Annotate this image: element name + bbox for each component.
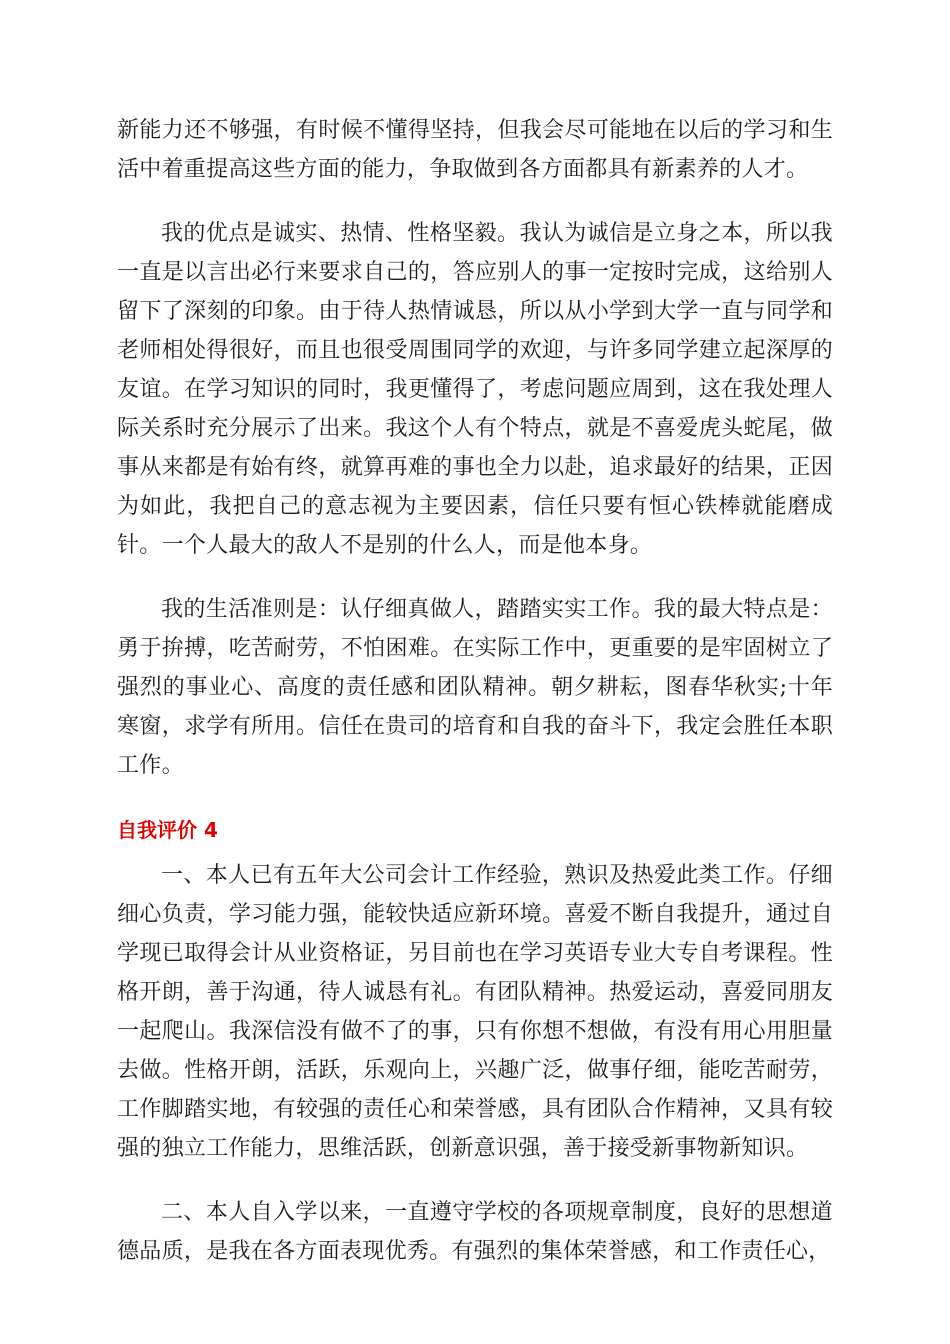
document-page (117, 111, 833, 1271)
section-heading: 自我评价 4 (117, 818, 218, 842)
paragraph-item-one: 一、本人已有五年大公司会计工作经验，熟识及热爱此类工作。仔细细心负责，学习能力强，能较快适应新环境。喜爱不断自我提升，通过自学现已取得会计从业资格证，另目前也在学习英语专业大专自考课程。性格开朗，善于沟通，待人诚恳有礼。有团队精神。热爱运动，喜爱同朋友一起爬山。我深信没有做不了的事，只有你想不想做，有没有用心用胆量去做。性格开朗，活跃，乐观向上，兴趣广泛，做事仔细，能吃苦耐劳，工作脚踏实地，有较强的责任心和荣誉感，具有团队合作精神，又具有较强的独立工作能力，思维活跃，创新意识强，善于接受新事物新知识。 (117, 863, 833, 1161)
paragraph-item-two: 二、本人自入学以来，一直遵守学校的各项规章制度，良好的思想道德品质，是我在各方面表现优秀。有强烈的集体荣誉感，和工作责任心， (117, 1200, 833, 1264)
paragraph-strengths: 我的优点是诚实、热情、性格坚毅。我认为诚信是立身之本，所以我一直是以言出必行来要求自己的，答应别人的事一定按时完成，这给别人留下了深刻的印象。由于待人热情诚恳，所以从小学到大学一直与同学和老师相处得很好，而且也很受周围同学的欢迎，与许多同学建立起深厚的友谊。在学习知识的同时，我更懂得了，考虑问题应周到，这在我处理人际关系时充分展示了出来。我这个人有个特点，就是不喜爱虎头蛇尾，做事从来都是有始有终，就算再难的事也全力以赴，追求最好的结果，正因为如此，我把自己的意志视为主要因素，信任只要有恒心铁棒就能磨成针。一个人最大的敌人不是别的什么人，而是他本身。 (117, 221, 833, 558)
paragraph-life-principles: 我的生活准则是：认仔细真做人，踏踏实实工作。我的最大特点是：勇于拚搏，吃苦耐劳，不怕困难。在实际工作中，更重要的是牢固树立了强烈的事业心、高度的责任感和团队精神。朝夕耕耘，图春华秋实;十年寒窗，求学有所用。信任在贵司的培育和自我的奋斗下，我定会胜任本职工作。 (117, 597, 833, 778)
paragraph-continued: 新能力还不够强，有时候不懂得坚持，但我会尽可能地在以后的学习和生活中着重提高这些方面的能力，争取做到各方面都具有新素养的人才。 (117, 118, 833, 182)
